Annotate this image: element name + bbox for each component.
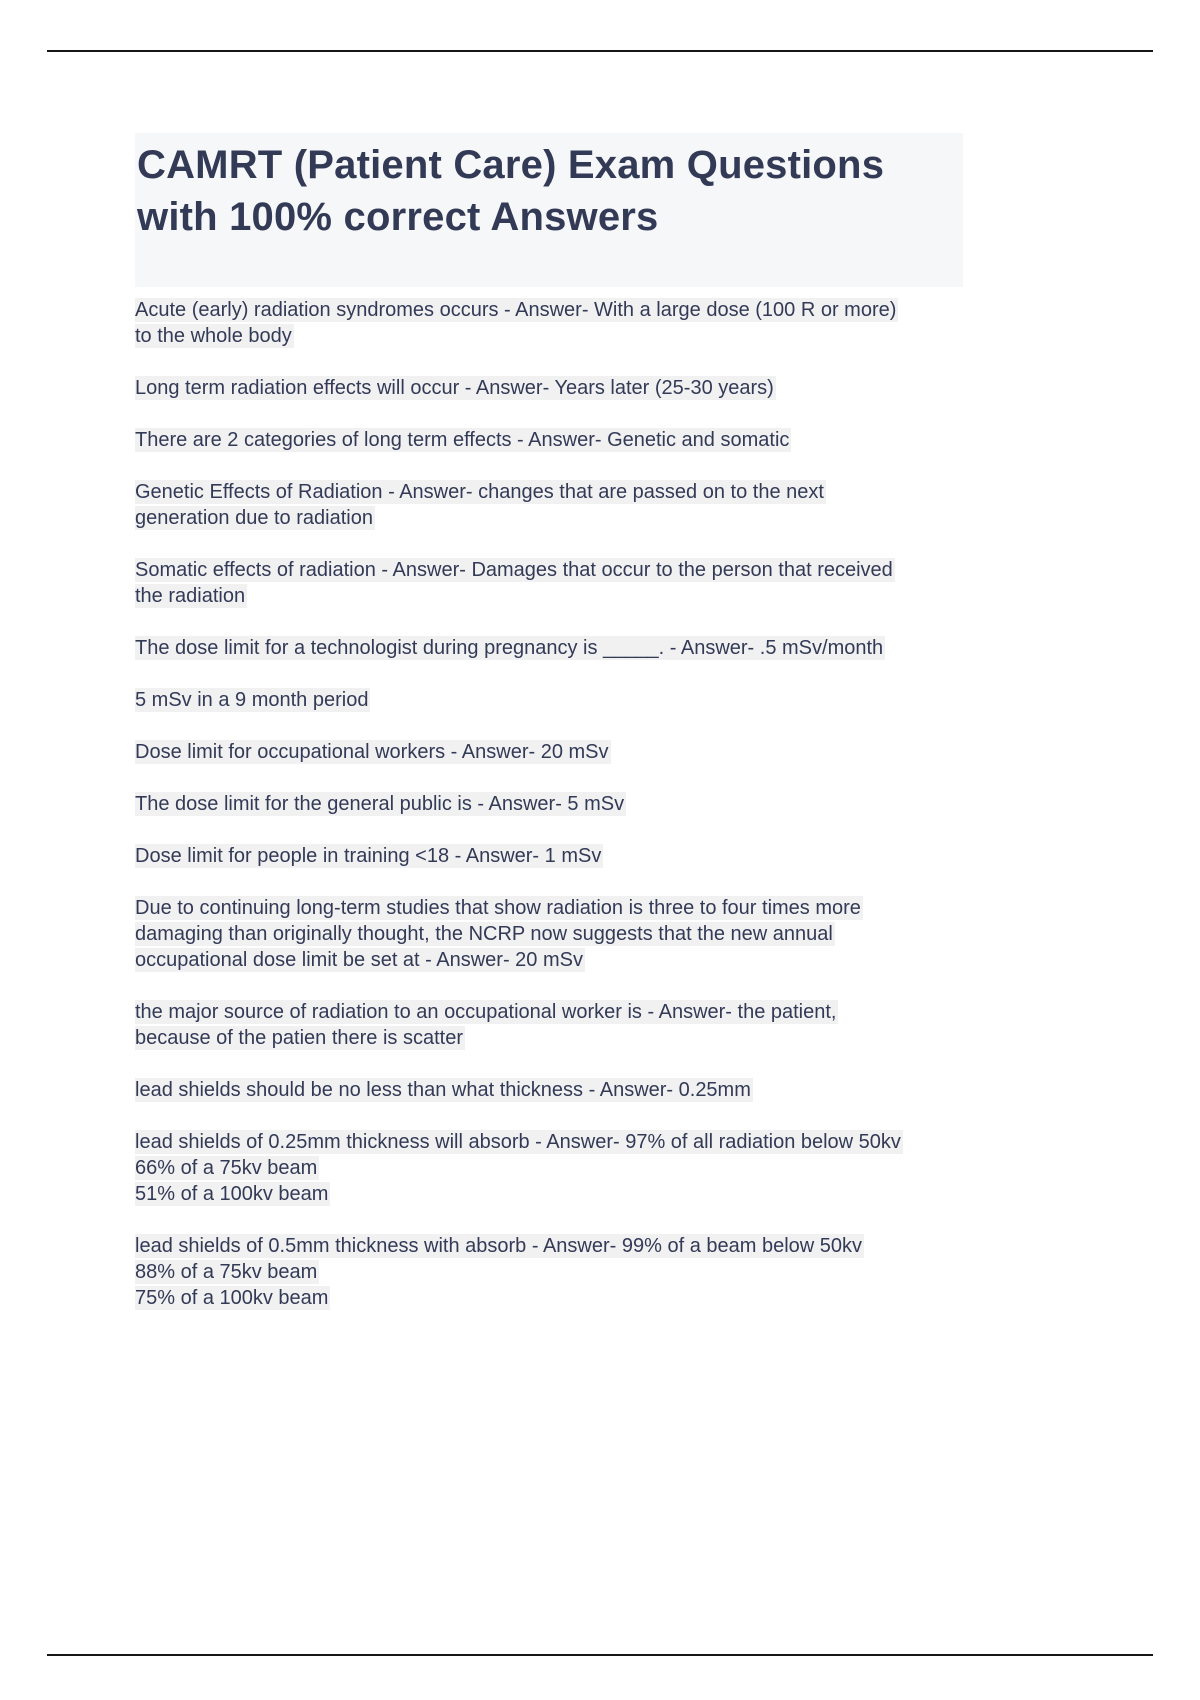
qa-line bbox=[135, 1181, 1070, 1207]
qa-line-text: because of the patien there is scatter bbox=[135, 1027, 463, 1049]
qa-line-text: lead shields should be no less than what thickness - Answer- 0.25mm bbox=[135, 1079, 751, 1101]
qa-line-text: Dose limit for people in training <18 - Answer- 1 mSv bbox=[135, 845, 602, 867]
document-title-line2: with 100% correct Answers bbox=[137, 195, 659, 239]
qa-line-text: Somatic effects of radiation - Answer- Damages that occur to the person that received bbox=[135, 559, 893, 581]
qa-line bbox=[135, 999, 1070, 1025]
qa-paragraph bbox=[135, 739, 1070, 765]
qa-line bbox=[135, 375, 1070, 401]
qa-line-text: Long term radiation effects will occur - Answer- Years later (25-30 years) bbox=[135, 377, 774, 399]
qa-line bbox=[135, 1025, 1070, 1051]
qa-line-text: the radiation bbox=[135, 585, 246, 607]
qa-paragraph bbox=[135, 791, 1070, 817]
qa-line-text: Genetic Effects of Radiation - Answer- changes that are passed on to the next bbox=[135, 481, 824, 503]
qa-line bbox=[135, 1129, 1070, 1155]
qa-line bbox=[135, 505, 1070, 531]
qa-paragraph bbox=[135, 479, 1070, 531]
qa-paragraph bbox=[135, 297, 1070, 349]
qa-line bbox=[135, 479, 1070, 505]
qa-line bbox=[135, 895, 1070, 921]
qa-line bbox=[135, 1285, 1070, 1311]
qa-line bbox=[135, 427, 1070, 453]
top-divider bbox=[47, 50, 1153, 52]
qa-line-text: 66% of a 75kv beam bbox=[135, 1157, 318, 1179]
qa-line-text: The dose limit for the general public is - Answer- 5 mSv bbox=[135, 793, 625, 815]
qa-paragraph bbox=[135, 1233, 1070, 1311]
qa-line-text: to the whole body bbox=[135, 325, 292, 347]
qa-line-text: the major source of radiation to an occupational worker is - Answer- the patient, bbox=[135, 1001, 837, 1023]
qa-paragraph bbox=[135, 895, 1070, 973]
qa-line-text: Due to continuing long-term studies that show radiation is three to four times more bbox=[135, 897, 861, 919]
qa-paragraph bbox=[135, 687, 1070, 713]
qa-line-text: 88% of a 75kv beam bbox=[135, 1261, 318, 1283]
qa-paragraph bbox=[135, 635, 1070, 661]
qa-paragraph bbox=[135, 557, 1070, 609]
qa-line bbox=[135, 1259, 1070, 1285]
qa-line bbox=[135, 1077, 1070, 1103]
qa-line-text: occupational dose limit be set at - Answer- 20 mSv bbox=[135, 949, 583, 971]
qa-list bbox=[135, 297, 1070, 1311]
qa-line bbox=[135, 1155, 1070, 1181]
qa-paragraph bbox=[135, 999, 1070, 1051]
qa-line bbox=[135, 947, 1070, 973]
qa-line-text: The dose limit for a technologist during pregnancy is _____. - Answer- .5 mSv/month bbox=[135, 637, 884, 659]
qa-line-text: 75% of a 100kv beam bbox=[135, 1287, 329, 1309]
bottom-divider bbox=[47, 1654, 1153, 1656]
qa-line-text: 5 mSv in a 9 month period bbox=[135, 689, 369, 711]
qa-line-text: Dose limit for occupational workers - Answer- 20 mSv bbox=[135, 741, 609, 763]
qa-paragraph bbox=[135, 1077, 1070, 1103]
qa-line bbox=[135, 921, 1070, 947]
qa-line-text: generation due to radiation bbox=[135, 507, 373, 529]
qa-paragraph bbox=[135, 843, 1070, 869]
qa-line bbox=[135, 583, 1070, 609]
qa-line-text: There are 2 categories of long term effects - Answer- Genetic and somatic bbox=[135, 429, 790, 451]
qa-line bbox=[135, 297, 1070, 323]
qa-line bbox=[135, 1233, 1070, 1259]
qa-line bbox=[135, 843, 1070, 869]
document-content bbox=[135, 133, 1070, 1337]
qa-line-text: lead shields of 0.25mm thickness will absorb - Answer- 97% of all radiation below 50kv bbox=[135, 1131, 901, 1153]
qa-line-text: damaging than originally thought, the NCRP now suggests that the new annual bbox=[135, 923, 833, 945]
qa-paragraph bbox=[135, 375, 1070, 401]
qa-paragraph bbox=[135, 427, 1070, 453]
qa-line-text: lead shields of 0.5mm thickness with absorb - Answer- 99% of a beam below 50kv bbox=[135, 1235, 863, 1257]
qa-line bbox=[135, 557, 1070, 583]
qa-line-text: Acute (early) radiation syndromes occurs - Answer- With a large dose (100 R or more) bbox=[135, 299, 897, 321]
document-title bbox=[135, 133, 963, 287]
document-title-line1: CAMRT (Patient Care) Exam Questions bbox=[137, 143, 885, 187]
qa-line-text: 51% of a 100kv beam bbox=[135, 1183, 329, 1205]
qa-paragraph bbox=[135, 1129, 1070, 1207]
qa-line bbox=[135, 323, 1070, 349]
qa-line bbox=[135, 791, 1070, 817]
qa-line bbox=[135, 739, 1070, 765]
qa-line bbox=[135, 635, 1070, 661]
qa-line bbox=[135, 687, 1070, 713]
